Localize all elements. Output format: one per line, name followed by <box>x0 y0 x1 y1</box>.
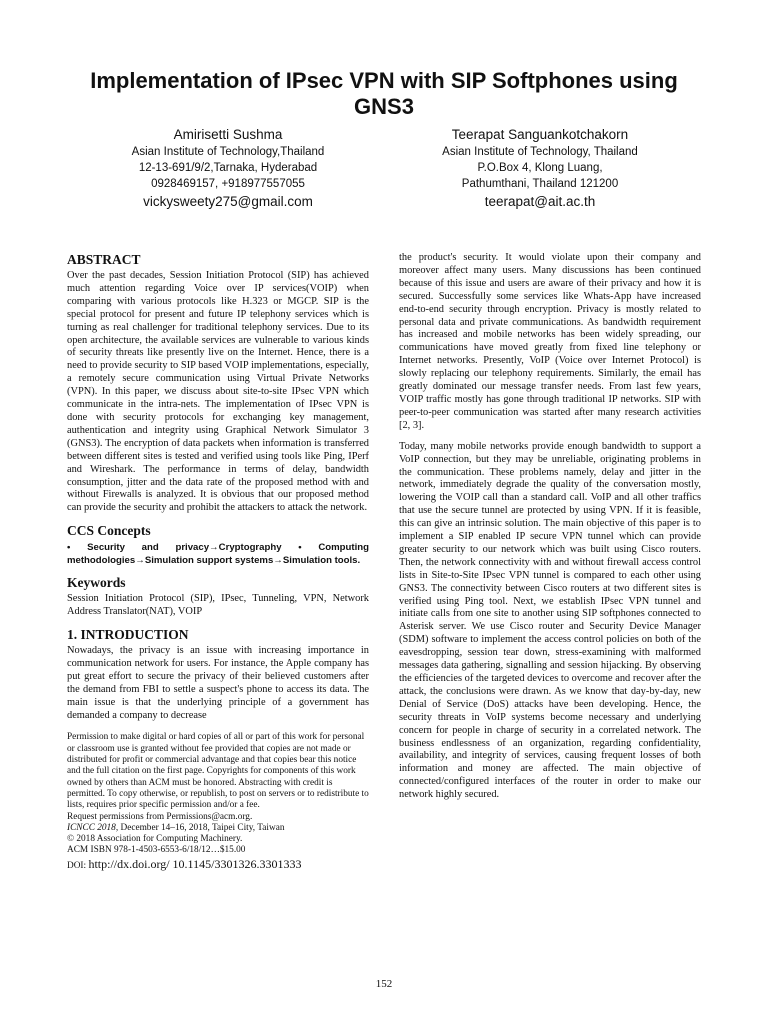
conference-name: ICNCC 2018, <box>67 822 119 833</box>
introduction-text-right-1: the product's security. It would violate upon their company and moreover affect many users. Many discussions has been continued because of this issue and users are aware of their privacy and how it is secured. Successfully some services like Whats-App have increased end-to-end security through encryption. Privacy is mostly related to personal data and private communications. As bandwidth requirement has increased and mobile networks has been widely spreading, our communications have moved greatly from fixed line telephony or Internet networks. Presently, VoIP (Voice over Internet Protocol) is slowly replacing our telephony requirements. Similarly, the email has greatly dominated our message transfer needs. From last few years, VOIP traffic mostly has gone through traditional IP networks. SIP with peer-to-peer communication was started after many research activities [2, 3]. <box>399 252 701 431</box>
paper-title: Implementation of IPsec VPN with SIP Softphones using GNS3 <box>90 68 678 119</box>
keywords-heading: Keywords <box>67 575 126 591</box>
doi-link[interactable]: http://dx.doi.org/ 10.1145/3301326.3301333 <box>88 856 302 871</box>
conference-details: December 14–16, 2018, Taipei City, Taiwan <box>118 822 285 833</box>
page-number: 152 <box>375 978 393 990</box>
right-column <box>399 252 701 802</box>
introduction-heading: 1. INTRODUCTION <box>67 627 189 643</box>
doi-line <box>67 857 369 873</box>
permission-text: Permission to make digital or hard copies of all or part of this work for personal or classroom use is granted without fee provided that copies are not made or distributed for profit or commercial advantage and that copies bear this notice and the full citation on the first page. Copyrights for components of this work owned by others than ACM must be honored. Abstracting with credit is permitted. To copy otherwise, or republish, to post on servers or to redistribute to lists, requires prior specific permission and/or a fee. <box>67 732 369 811</box>
permission-request: Request permissions from Permissions@acm.org. <box>67 811 253 822</box>
permission-block <box>67 732 369 872</box>
author-email[interactable]: vickysweety275@gmail.com <box>143 194 313 209</box>
abstract-text: Over the past decades, Session Initiation Protocol (SIP) has achieved much attention regarding Voice over IP services(VOIP) when comparing with various protocols like H.323 or MGCP. SIP is the special protocol for present and future IP telephony services which is turning as real challenger for traditional telephony services. Due to its open architecture, the available services are vulnerable to various kinds of security threats like presently live on the Internet. Hence, there is a need to provide security to SIP based VOIP implementations, especially, a remotely secure communication using Virtual Private Networks (VPN). In this paper, we discuss about site-to-site IPsec VPN which communicate in the intra-nets. The implementation of IPsec VPN is done with security protocols for exchanging key management, authentication and integrity using Graphical Network Simulator 3 (GNS3). The encryption of data packets when information is transferred between different sites is tested and verified using tools like Ping, IPerf and Wireshark. The performance in terms of delay, bandwidth consumption, jitter and the data rate of the proposed method with and without Firewalls is analyzed. It is obvious that our proposed method can provide the security and prohibit the attackers to attack the network. <box>67 270 369 514</box>
ccs-text: • Security and privacy→Cryptography • Computing methodologies→Simulation support systems→Simulation tools. <box>67 542 369 567</box>
author-address: 12-13-691/9/2,Tarnaka, Hyderabad <box>138 162 318 174</box>
introduction-text-left: Nowadays, the privacy is an issue with increasing importance in communication network for users. For instance, the Apple company has put great effort to secure the privacy of their believed customers after the demand from FBI to settle a suspect's phone to access its data. The main issue is that the underlying principle of a government has demanded a company to decrease <box>67 645 369 721</box>
author-address: Pathumthani, Thailand 121200 <box>461 178 619 190</box>
author-affiliation: Asian Institute of Technology, Thailand <box>442 146 638 158</box>
left-column <box>67 250 369 873</box>
author-affiliation: Asian Institute of Technology,Thailand <box>131 146 325 158</box>
author-block-2 <box>390 126 690 212</box>
copyright-line: © 2018 Association for Computing Machinery. <box>67 834 243 845</box>
author-name: Teerapat Sanguankotchakorn <box>451 127 629 142</box>
author-name: Amirisetti Sushma <box>173 127 283 142</box>
ccs-heading: CCS Concepts <box>67 523 151 539</box>
keywords-text: Session Initiation Protocol (SIP), IPsec, Tunneling, VPN, Network Address Translator(NAT), VOIP <box>67 593 369 618</box>
conference-line <box>67 823 369 834</box>
abstract-heading: ABSTRACT <box>67 252 141 267</box>
doi-label: DOI: <box>67 860 87 871</box>
author-phone: 0928469157, +918977557055 <box>151 178 305 190</box>
introduction-text-right-2: Today, many mobile networks provide enough bandwidth to support a VoIP connection, but they may be unreliable, originating problems in the communication. These problems namely, delay and jitter in the network, immediately degrade the quality of the conversation mostly, lowering the VOIP call than a standard call. VoIP and all other traffics that use the secure tunnel are protected by using VPN. If it is feasible, this can give an intrinsic solution. The main objective of this paper is to implement a SIP enabled IP secure VPN tunnel which can provide greater security to our network which was built using Cisco routers. Then, the network connectivity with and without firewall access control lists in Site-to-Site IPsec VPN tunnel is compared to each other using GNS3. The connectivity between Cisco routers at two different sites is verified using Ping tool. Next, we establish IPsec VPN tunnel and initiate calls from one site to another using SIP softphones connected to Asterisk server. We use Cisco router and Security Device Manager (SDM) software to implement the access control policies on both of the eavesdropping, session tear down, stress-examining with malformed messages data gathering, signalling and session hijacking. By observing the efficiencies of the targeted devices to overcome and recover after the attack, the conclusions were drawn. As we know that day-by-day, new Denial of Service (DoS) attacks have been developing. Hence, the security threats in VoIP systems become necessary and underlying concern for people in charge of security in a correlated network. The business endlessness of an organization, regarding confidentiality, availability, and integrity of services, causing frequent losses of both information and money are affected. The main objective of connected/configured interfaces of the router in order to make our network highly secured. <box>399 440 701 801</box>
author-block-1 <box>78 126 378 212</box>
isbn-line: ACM ISBN 978-1-4503-6553-6/18/12…$15.00 <box>67 845 246 856</box>
author-email[interactable]: teerapat@ait.ac.th <box>484 194 596 209</box>
author-address: P.O.Box 4, Klong Luang, <box>477 162 603 174</box>
